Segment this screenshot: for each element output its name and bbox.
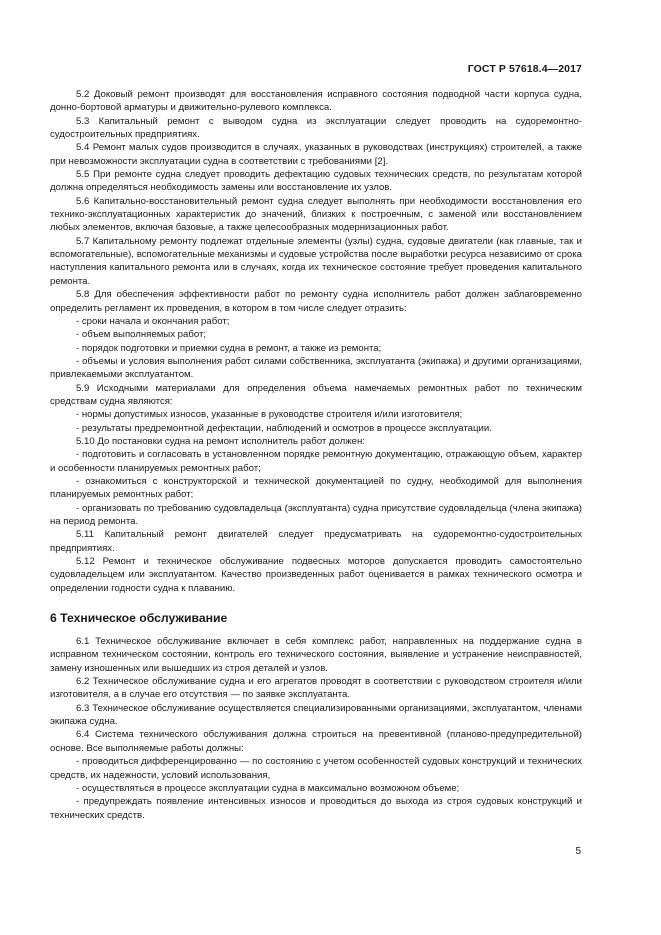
paragraph: 5.10 До постановки судна на ремонт исполнитель работ должен:: [76, 435, 365, 447]
section-6-paragraphs: [50, 635, 582, 822]
paragraph: - результаты предремонтной дефектации, наблюдений и осмотров в процессе эксплуатации.: [76, 422, 492, 434]
paragraph: 5.12 Ремонт и техническое обслуживание подвесных моторов допускается проводить самостоятельно судовладельцем или эксплуатантом. Качество произведенных работ оценивается в рамках технического осмотра и определении годности судна к плаванию.: [50, 556, 582, 594]
paragraph: - ознакомиться с конструкторской и технической документацией по судну, необходимой для выполнения планируемых ремонтных работ;: [50, 475, 582, 501]
paragraph: - предупреждать появление интенсивных износов и проводиться до выхода из строя судовых конструкций и технических средств.: [50, 796, 582, 821]
paragraph: 5.9 Исходными материалами для определения объема намечаемых ремонтных работ по техническим средствам судна являются:: [50, 382, 582, 407]
paragraph: - сроки начала и окончания работ;: [76, 315, 230, 327]
page-number: 5: [575, 846, 581, 857]
paragraph: - объемы и условия выполнения работ силами собственника, эксплуатанта (экипажа) и другими организациями, привлекаемыми эксплуатантом.: [50, 355, 582, 381]
paragraph: - проводиться дифференцированно — по состоянию с учетом особенностей судовых конструкций и технических средств, их надежности, условий использования,: [50, 756, 582, 781]
paragraph: 5.6 Капитально-восстановительный ремонт судна следует выполнять при необходимости восстановления его технико-эксплуатационных характеристик до значений, близких к построечным, с заменой или восстановлением любых элементов, включая базовые, а также целесообразных модернизационных работ.: [50, 195, 582, 234]
page-body: [50, 88, 582, 822]
paragraph: 5.2 Доковый ремонт производят для восстановления исправного состояния подводной части корпуса судна, донно-бортовой арматуры и движительно-рулевого комплекса.: [50, 89, 582, 114]
paragraph: - организовать по требованию судовладельца (эксплуатанта) судна присутствие судовладельца (члена экипажа) на период ремонта.: [50, 502, 582, 527]
paragraph: - подготовить и согласовать в установленном порядке ремонтную документацию, отражающую объем, характер и особенности планируемых ремонтных работ;: [50, 449, 582, 474]
section-6-heading: 6 Техническое обслуживание: [50, 611, 228, 626]
paragraph: - нормы допустимых износов, указанные в руководстве строителя и/или изготовителя;: [76, 409, 463, 421]
paragraph: 5.3 Капитальный ремонт с выводом судна из эксплуатации следует проводить на судоремонтно-судостроительных предприятиях.: [50, 115, 582, 141]
paragraph: 6.4 Система технического обслуживания должна строиться на превентивной (планово-предупредительной) основе. Все выполняемые работы должны:: [50, 729, 582, 754]
paragraph: 5.5 При ремонте судна следует проводить дефектацию судовых технических средств, по результатам которой должна определяться необходимость замены или восстановление их узлов.: [50, 169, 582, 194]
paragraph: 5.7 Капитальному ремонту подлежат отдельные элементы (узлы) судна, судовые двигатели (как главные, так и вспомогательные), вспомогательные механизмы и судовые устройства после выработки ресурса независимо от срока наступления капитального ремонта или в случаях, когда их техническое состояние требует проведения капитального ремонта.: [50, 235, 582, 287]
document-header: ГОСТ Р 57618.4—2017: [467, 63, 582, 75]
paragraph: 6.1 Техническое обслуживание включает в себя комплекс работ, направленных на поддержание судна в исправном техническом состоянии, контроль его технического состояния, выявление и устранение неисправностей, замену изношенных или вышедших из строя деталей и узлов.: [50, 636, 582, 674]
section-5-paragraphs: [50, 88, 582, 595]
paragraph: - осуществляться в процессе эксплуатации судна в максимально возможном объеме;: [76, 782, 460, 794]
paragraph: 5.11 Капитальный ремонт двигателей следует предусматривать на судоремонтно-судостроительных предприятиях.: [50, 529, 582, 554]
paragraph: 5.4 Ремонт малых судов производится в случаях, указанных в руководствах (инструкциях) строителей, а также при невозможности эксплуатации судна в соответствии с требованиями [2].: [50, 142, 582, 167]
paragraph: 6.2 Техническое обслуживание судна и его агрегатов проводят в соответствии с руководством строителя и/или изготовителя, а в случае его отсутствия — по заявке эксплуатанта.: [50, 676, 582, 701]
paragraph: 5.8 Для обеспечения эффективности работ по ремонту судна исполнитель работ должен заблаговременно определить регламент их проведения, в котором в том числе следует отразить:: [50, 289, 582, 314]
paragraph: 6.3 Техническое обслуживание осуществляется специализированными организациями, эксплуатантом, членами экипажа судна.: [50, 702, 582, 728]
paragraph: - объем выполняемых работ;: [76, 329, 207, 341]
paragraph: - порядок подготовки и приемки судна в ремонт, а также из ремонта;: [76, 342, 382, 354]
